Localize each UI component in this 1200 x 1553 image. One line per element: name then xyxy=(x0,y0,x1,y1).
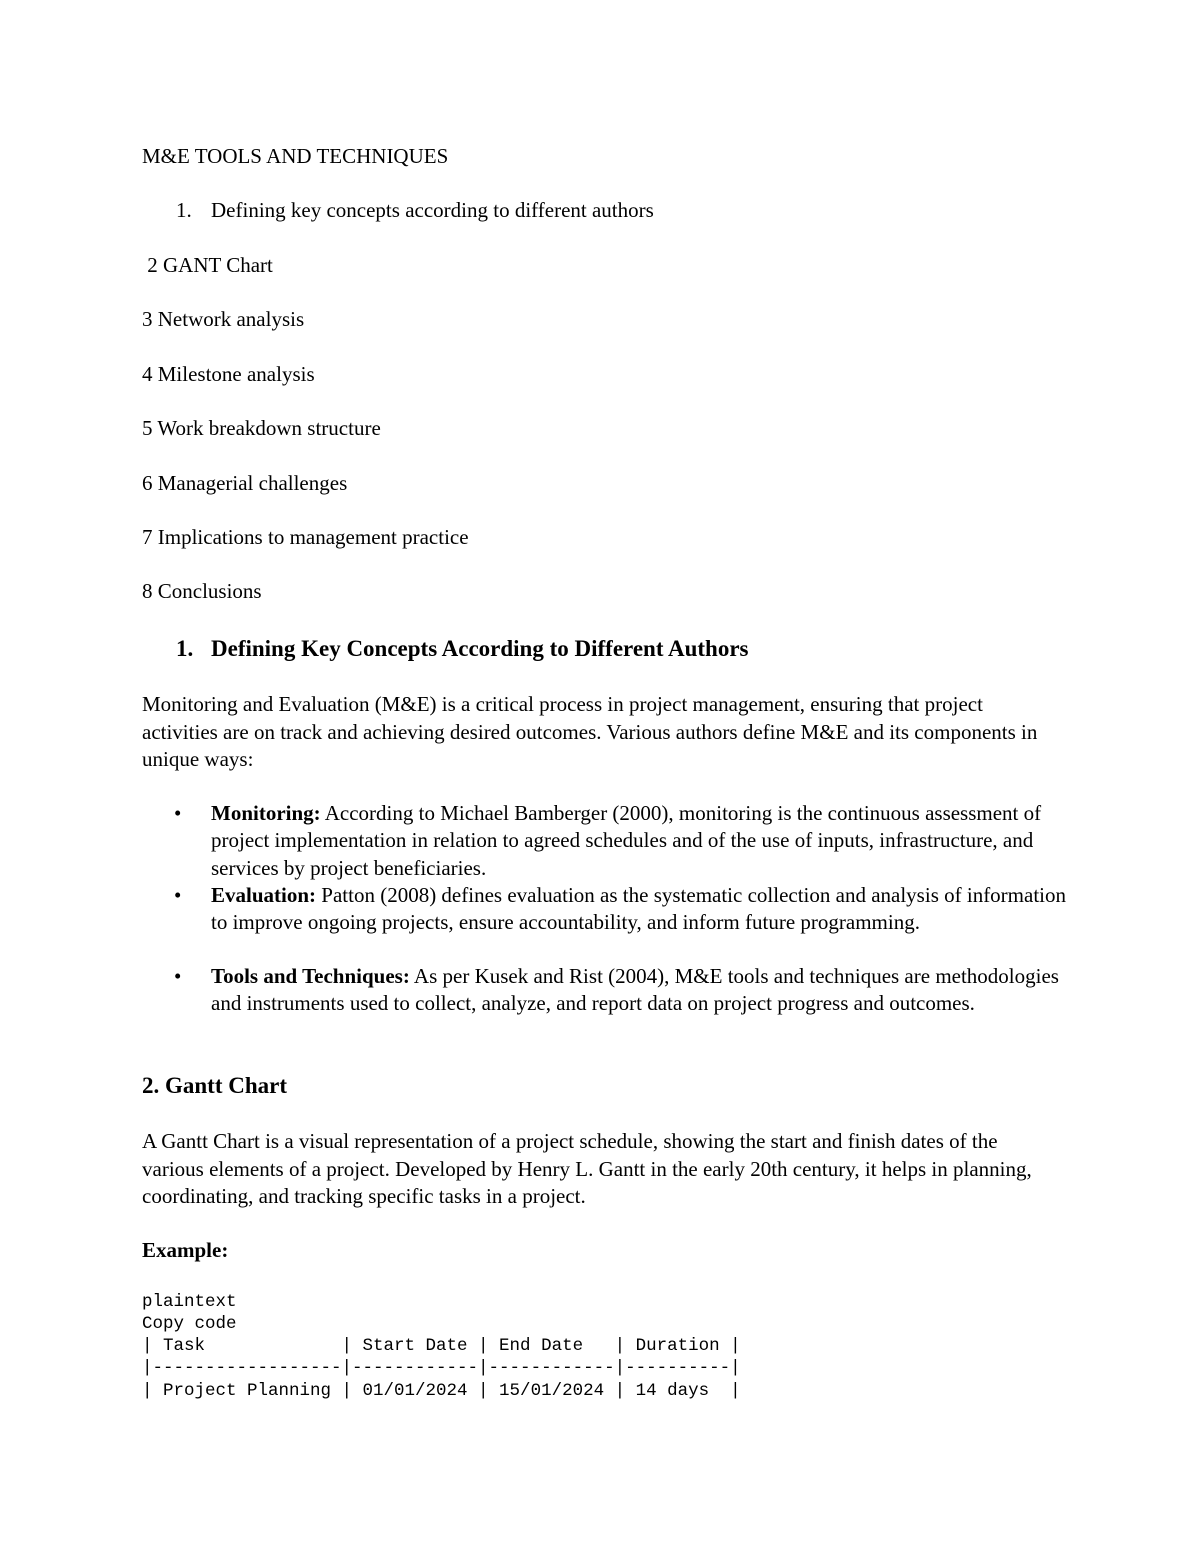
toc-item-4: 4 Milestone analysis xyxy=(142,362,315,386)
example-label: Example: xyxy=(142,1238,229,1262)
code-line-table-separator: |------------------|------------|------------|----------| xyxy=(142,1358,741,1378)
section-1-title: Defining Key Concepts According to Different Authors xyxy=(211,636,749,661)
bullet-monitoring-text: According to Michael Bamberger (2000), monitoring is the continuous assessment of project implementation in relation to agreed schedules and of the use of inputs, infrastructure, and services by project beneficiaries. xyxy=(211,801,1042,880)
toc-item-7: 7 Implications to management practice xyxy=(142,525,469,549)
toc-item-8: 8 Conclusions xyxy=(142,579,262,603)
bullet-dot-icon: • xyxy=(174,883,182,907)
section-2-heading: 2. Gantt Chart xyxy=(142,1073,288,1098)
bullet-evaluation xyxy=(174,882,1071,937)
toc-item-6: 6 Managerial challenges xyxy=(142,471,348,495)
code-line-language: plaintext xyxy=(142,1292,237,1312)
document-title: M&E TOOLS AND TECHNIQUES xyxy=(142,144,449,168)
code-line-copy: Copy code xyxy=(142,1314,237,1334)
bullet-tools-techniques-term: Tools and Techniques: xyxy=(211,964,410,988)
bullet-tools-techniques-text: As per Kusek and Rist (2004), M&E tools and techniques are methodologies and instruments used to collect, analyze, and report data on project progress and outcomes. xyxy=(211,964,1059,1016)
toc-item-1 xyxy=(0,197,1200,224)
toc-item-1-text: Defining key concepts according to different authors xyxy=(211,198,654,222)
toc-item-2: 2 GANT Chart xyxy=(142,253,273,277)
toc-item-5: 5 Work breakdown structure xyxy=(142,416,381,440)
bullet-evaluation-text: Patton (2008) defines evaluation as the systematic collection and analysis of information to improve ongoing projects, ensure accountability, and inform future programming. xyxy=(211,883,1067,935)
toc-item-3: 3 Network analysis xyxy=(142,307,305,331)
bullet-tools-techniques xyxy=(174,963,1071,1018)
toc-item-1-number: 1. xyxy=(176,198,192,222)
code-line-table-row: | Project Planning | 01/01/2024 | 15/01/2024 | 14 days | xyxy=(142,1381,741,1401)
bullet-evaluation-term: Evaluation: xyxy=(211,883,317,907)
section-1-heading xyxy=(0,634,1200,664)
bullet-dot-icon: • xyxy=(174,801,182,825)
bullet-dot-icon: • xyxy=(174,964,182,988)
bullet-monitoring-term: Monitoring: xyxy=(211,801,321,825)
section-1-number: 1. xyxy=(176,636,194,661)
section-1-intro: Monitoring and Evaluation (M&E) is a critical process in project management, ensuring that project activities are on track and achieving desired outcomes. Various authors define M&E and its components in unique ways: xyxy=(142,692,1038,771)
code-line-table-header: | Task | Start Date | End Date | Duration | xyxy=(142,1336,741,1356)
section-2-intro: A Gantt Chart is a visual representation of a project schedule, showing the start and finish dates of the various elements of a project. Developed by Henry L. Gantt in the early 20th century, it helps in planning, coordinating, and tracking specific tasks in a project. xyxy=(142,1129,1032,1208)
bullet-monitoring xyxy=(174,800,1071,882)
